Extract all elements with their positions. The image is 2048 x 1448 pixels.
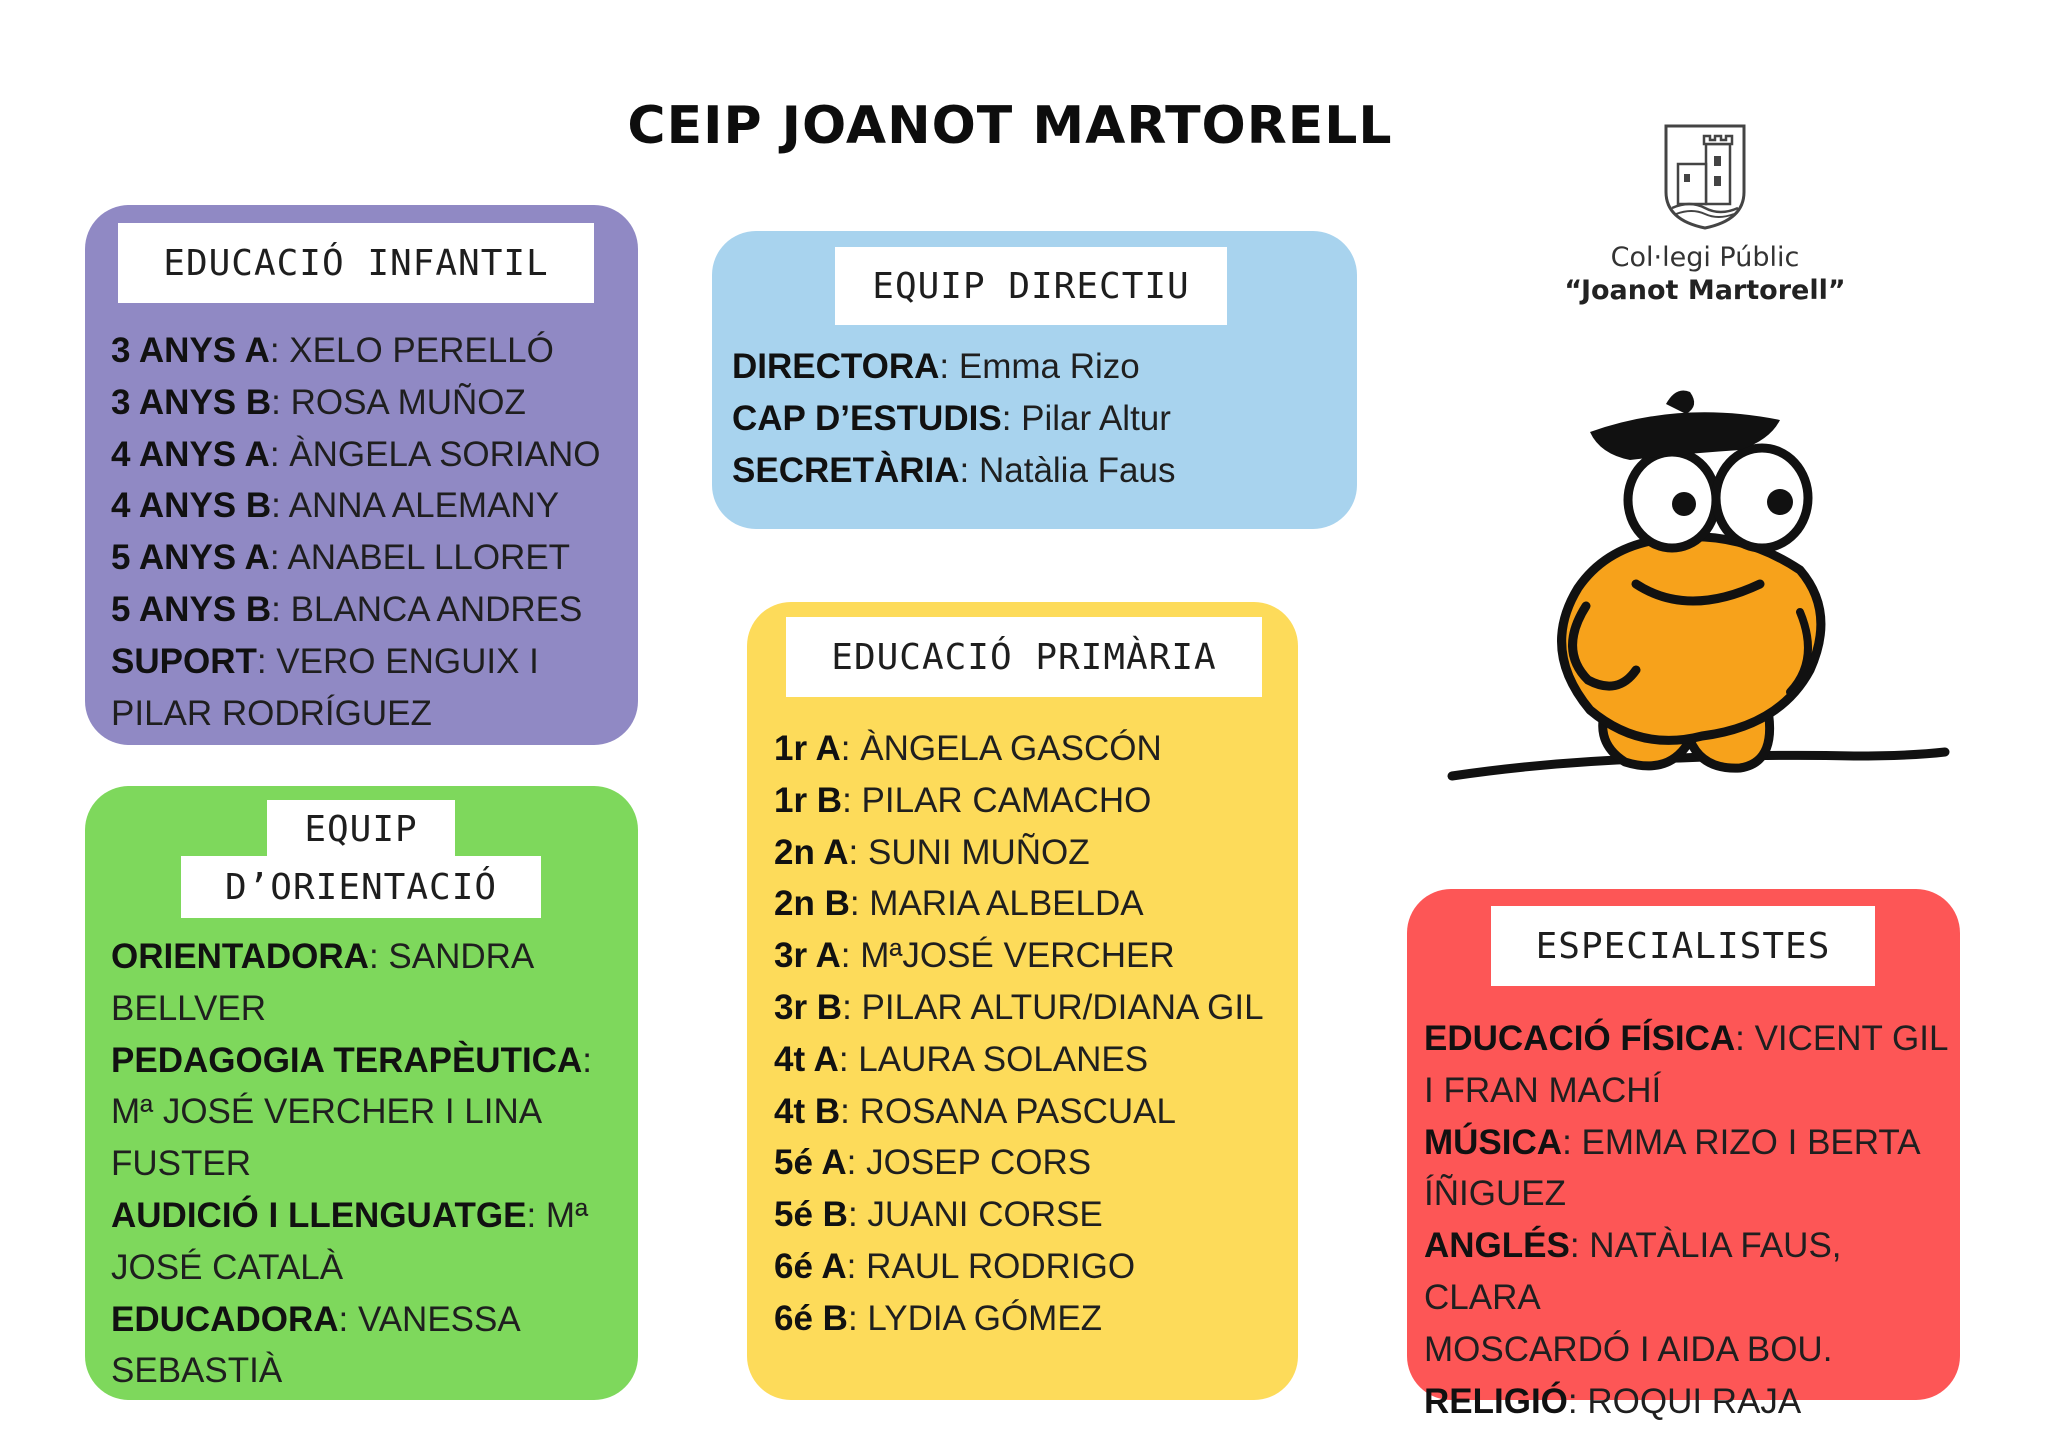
staff-name: FUSTER	[111, 1144, 251, 1184]
role-label: 3r A	[774, 936, 841, 976]
staff-name: : PILAR ALTUR/DIANA GIL	[842, 987, 1264, 1027]
role-label: 3r B	[774, 987, 843, 1027]
list-item	[774, 827, 1294, 879]
list-item	[774, 982, 1294, 1034]
list-item	[774, 1086, 1294, 1138]
list-item	[1424, 1065, 1964, 1117]
directiu-heading: EQUIP DIRECTIU	[835, 247, 1227, 325]
orientacio-heading-line2: D’ORIENTACIÓ	[181, 856, 541, 918]
list-item	[1424, 1117, 1964, 1169]
staff-name: : Emma Rizo	[939, 347, 1140, 386]
list-item	[774, 878, 1294, 930]
list-item	[111, 636, 631, 688]
list-item	[111, 480, 631, 532]
staff-name: : NATÀLIA FAUS, CLARA	[1424, 1226, 1842, 1317]
role-label: CAP D’ESTUDIS	[732, 398, 1002, 438]
list-item	[774, 775, 1294, 827]
list-item	[774, 1189, 1294, 1241]
staff-name: MOSCARDÓ I AIDA BOU.	[1424, 1329, 1833, 1369]
staff-name: : VERO ENGUIX I	[256, 641, 539, 681]
role-label: 5é A	[774, 1143, 847, 1183]
role-label: 3 ANYS B	[111, 382, 272, 422]
orientacio-list	[111, 931, 631, 1397]
logo-caption-line2: “Joanot Martorell”	[1564, 275, 1846, 306]
staff-name: : XELO PERELLÓ	[269, 331, 554, 370]
staff-name: : JOSEP CORS	[846, 1143, 1092, 1183]
list-item	[111, 377, 631, 429]
staff-name: PILAR RODRÍGUEZ	[111, 693, 432, 733]
role-label: 1r A	[774, 729, 841, 768]
list-item	[111, 688, 631, 740]
role-label: 4 ANYS B	[111, 486, 272, 526]
role-label: 5é B	[774, 1195, 848, 1235]
list-item	[1424, 1324, 1964, 1376]
logo-caption-line1: Col·legi Públic	[1610, 242, 1800, 273]
staff-name: Mª JOSÉ VERCHER I LINA	[111, 1092, 543, 1132]
staff-name: : LYDIA GÓMEZ	[847, 1298, 1103, 1338]
list-item	[732, 341, 1342, 393]
staff-name: : Pilar Altur	[1001, 398, 1171, 438]
staff-name: : MARIA ALBELDA	[849, 884, 1144, 924]
role-label: MÚSICA	[1424, 1122, 1563, 1162]
list-item	[774, 1293, 1294, 1345]
staff-name: : ÀNGELA GASCÓN	[840, 729, 1162, 768]
list-item	[111, 325, 631, 377]
staff-name: BELLVER	[111, 988, 266, 1028]
staff-name: : ANNA ALEMANY	[271, 486, 560, 526]
list-item	[111, 429, 631, 481]
role-label: 4t B	[774, 1091, 841, 1131]
list-item	[111, 1138, 631, 1190]
staff-name: : Mª	[526, 1195, 589, 1235]
role-label: 6é B	[774, 1298, 848, 1338]
role-label: 1r B	[774, 780, 843, 820]
role-label: ORIENTADORA	[111, 937, 369, 976]
list-item	[111, 931, 631, 983]
role-label: 5 ANYS A	[111, 538, 270, 578]
role-label: AUDICIÓ I LLENGUATGE	[111, 1195, 527, 1235]
list-item	[111, 584, 631, 636]
list-item	[111, 1242, 631, 1294]
list-item	[111, 1035, 631, 1087]
staff-name: JOSÉ CATALÀ	[111, 1247, 344, 1287]
role-label: 3 ANYS A	[111, 331, 270, 370]
especialistes-list	[1424, 1013, 1964, 1427]
list-item	[111, 1190, 631, 1242]
role-label: 5 ANYS B	[111, 589, 272, 629]
castle-tower-crest-icon	[1540, 122, 1870, 232]
role-label: PEDAGOGIA TERAPÈUTICA	[111, 1040, 583, 1080]
primaria-list	[774, 723, 1294, 1345]
role-label: EDUCADORA	[111, 1299, 339, 1339]
list-item	[111, 1294, 631, 1346]
staff-name: : SUNI MUÑOZ	[848, 832, 1090, 872]
staff-name: : RAUL RODRIGO	[846, 1246, 1136, 1286]
staff-name: : Natàlia Faus	[959, 450, 1176, 490]
list-item	[774, 723, 1294, 775]
role-label: RELIGIÓ	[1424, 1381, 1568, 1421]
staff-name: ÍÑIGUEZ	[1424, 1174, 1566, 1214]
list-item	[1424, 1220, 1964, 1324]
staff-name: SEBASTIÀ	[111, 1351, 283, 1391]
staff-name: : PILAR CAMACHO	[842, 780, 1152, 820]
directiu-list	[732, 341, 1342, 496]
staff-name: : EMMA RIZO I BERTA	[1562, 1122, 1921, 1162]
role-label: 2n A	[774, 832, 849, 872]
staff-name: : BLANCA ANDRES	[271, 589, 583, 629]
school-logo	[1540, 122, 1870, 322]
list-item	[774, 1034, 1294, 1086]
staff-name: : ÀNGELA SORIANO	[269, 434, 601, 474]
list-item	[1424, 1376, 1964, 1428]
list-item	[111, 1345, 631, 1397]
list-item	[732, 445, 1342, 497]
staff-name: : JUANI CORSE	[847, 1195, 1103, 1235]
role-label: SUPORT	[111, 641, 257, 681]
role-label: 6é A	[774, 1246, 847, 1286]
list-item	[111, 1086, 631, 1138]
list-item	[774, 1137, 1294, 1189]
primaria-heading: EDUCACIÓ PRIMÀRIA	[786, 617, 1262, 697]
page-title: CEIP JOANOT MARTORELL	[627, 96, 1393, 156]
list-item	[774, 930, 1294, 982]
list-item	[1424, 1013, 1964, 1065]
role-label: 2n B	[774, 884, 850, 924]
list-item	[732, 393, 1342, 445]
orientacio-heading-line1: EQUIP	[267, 800, 455, 858]
staff-name: : ROQUI RAJA	[1567, 1381, 1802, 1421]
staff-name: I FRAN MACHÍ	[1424, 1070, 1662, 1110]
staff-name: : ROSA MUÑOZ	[271, 382, 526, 422]
role-label: ANGLÉS	[1424, 1226, 1570, 1266]
infantil-list	[111, 325, 631, 739]
owl-graduate-mascot-icon	[1440, 380, 1960, 800]
staff-name: : VANESSA	[338, 1299, 521, 1339]
staff-name: : ROSANA PASCUAL	[840, 1091, 1176, 1131]
staff-name: : ANABEL LLORET	[269, 538, 571, 578]
role-label: 4 ANYS A	[111, 434, 270, 474]
list-item	[111, 983, 631, 1035]
staff-name: : VICENT GIL	[1735, 1019, 1949, 1058]
role-label: DIRECTORA	[732, 347, 940, 386]
list-item	[1424, 1168, 1964, 1220]
staff-name: :	[582, 1040, 592, 1080]
role-label: 4t A	[774, 1039, 839, 1079]
infantil-heading: EDUCACIÓ INFANTIL	[118, 223, 594, 303]
staff-name: : LAURA SOLANES	[838, 1039, 1149, 1079]
list-item	[774, 1241, 1294, 1293]
role-label: EDUCACIÓ FÍSICA	[1424, 1019, 1736, 1058]
role-label: SECRETÀRIA	[732, 450, 960, 490]
staff-name: : MªJOSÉ VERCHER	[840, 936, 1175, 976]
list-item	[111, 532, 631, 584]
especialistes-heading: ESPECIALISTES	[1491, 906, 1875, 986]
staff-name: : SANDRA	[368, 937, 535, 976]
